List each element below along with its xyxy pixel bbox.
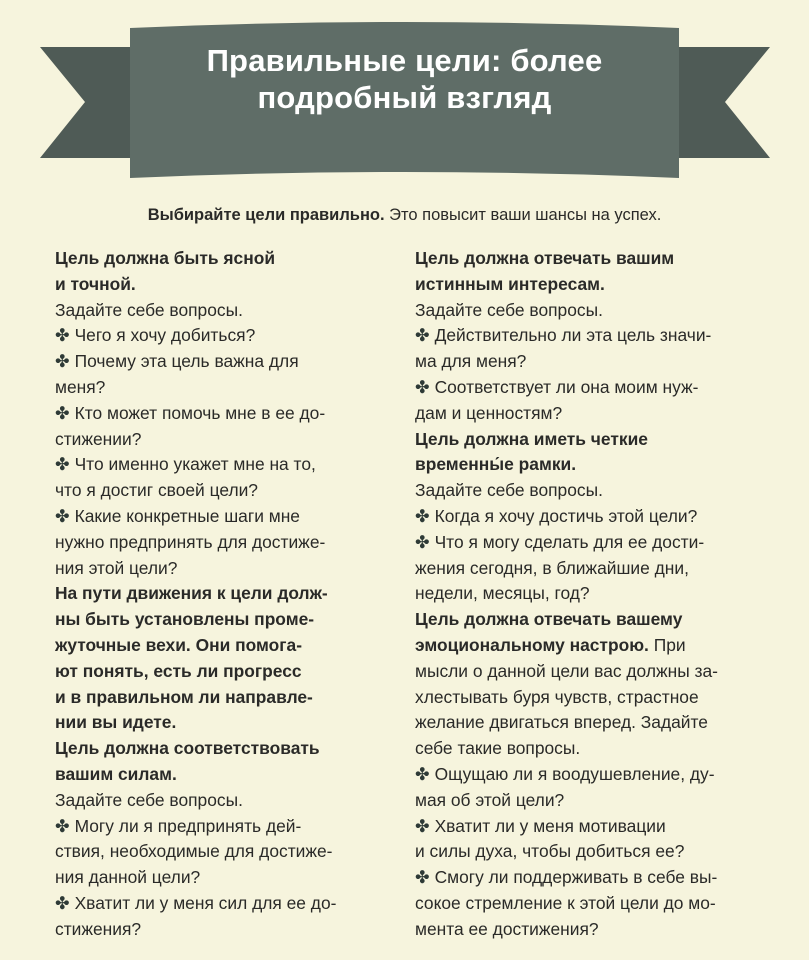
line-text: себе такие вопросы. <box>415 738 581 759</box>
line-text: Какие конкретные шаги мне <box>74 505 300 526</box>
line-text: желание двигаться вперед. Задайте <box>415 712 708 733</box>
bullet-item <box>55 452 400 478</box>
bullet-item <box>55 323 400 349</box>
intro-bold: Выбирайте цели правильно. <box>147 206 385 224</box>
clover-bullet-icon: ✤ <box>415 505 430 526</box>
line-text: ма для меня? <box>415 351 527 372</box>
right-column <box>415 246 760 943</box>
line-text: мысли о данной цели вас должны за- <box>415 660 718 681</box>
bullet-item <box>415 762 760 788</box>
line-text: ют понять, есть ли прогресс <box>55 660 302 681</box>
line-text: Цель должна соответствовать <box>55 738 320 759</box>
line-text: недели, месяцы, год? <box>415 583 590 604</box>
line-text: что я достиг своей цели? <box>55 480 258 501</box>
line-text: Чего я хочу добиться? <box>74 325 256 346</box>
clover-bullet-icon: ✤ <box>55 325 70 346</box>
line-text: Цель должна иметь четкие <box>415 428 648 449</box>
section-heading-line <box>55 685 400 711</box>
text-line <box>415 581 760 607</box>
title-line-2: подробный взгляд <box>257 80 552 115</box>
line-text: стижения? <box>55 918 142 939</box>
section-heading-line <box>415 272 760 298</box>
line-text: меня? <box>55 376 106 397</box>
clover-bullet-icon: ✤ <box>55 402 70 423</box>
clover-bullet-icon: ✤ <box>415 325 430 346</box>
clover-bullet-icon: ✤ <box>415 867 430 888</box>
bullet-item <box>415 814 760 840</box>
text-line <box>415 891 760 917</box>
text-line <box>55 917 400 943</box>
line-text: Почему эта цель важна для <box>74 351 299 372</box>
line-text: Цель должна отвечать вашему <box>415 609 683 630</box>
intro-text <box>40 203 769 227</box>
line-text: При <box>648 634 686 655</box>
line-text: Действительно ли эта цель значи- <box>434 325 712 346</box>
section-heading-line <box>415 452 760 478</box>
clover-bullet-icon: ✤ <box>415 531 430 552</box>
text-line <box>415 349 760 375</box>
line-text: хлестывать буря чувств, страстное <box>415 686 699 707</box>
text-line <box>415 478 760 504</box>
line-text: ния данной цели? <box>55 867 201 888</box>
line-text: нии вы идете. <box>55 712 177 733</box>
section-heading-line <box>55 736 400 762</box>
section-heading-line <box>415 427 760 453</box>
section-heading-line <box>415 607 760 633</box>
text-line <box>415 710 760 736</box>
line-text: жения сегодня, в ближайшие дни, <box>415 557 689 578</box>
line-text: Задайте себе вопросы. <box>55 299 243 320</box>
line-text: и в правильном ли направле- <box>55 686 313 707</box>
line-text: Задайте себе вопросы. <box>415 480 603 501</box>
text-line <box>415 659 760 685</box>
clover-bullet-icon: ✤ <box>415 376 430 397</box>
section-heading-line <box>55 659 400 685</box>
bullet-item <box>55 349 400 375</box>
line-text: и точной. <box>55 273 136 294</box>
line-text: Хватит ли у меня мотивации <box>434 815 666 836</box>
bullet-item <box>55 814 400 840</box>
text-line <box>415 298 760 324</box>
bullet-item <box>415 865 760 891</box>
line-text: истинным интересам. <box>415 273 605 294</box>
line-text: Цель должна отвечать вашим <box>415 248 675 268</box>
line-text: дам и ценностям? <box>415 402 563 423</box>
line-text: Что я могу сделать для ее дости- <box>434 531 705 552</box>
text-line <box>55 865 400 891</box>
clover-bullet-icon: ✤ <box>55 815 70 836</box>
clover-bullet-icon: ✤ <box>55 454 70 475</box>
line-text: жуточные вехи. Они помога- <box>55 634 302 655</box>
bullet-item <box>55 891 400 917</box>
section-heading-line <box>55 246 400 272</box>
clover-bullet-icon: ✤ <box>415 815 430 836</box>
text-line <box>55 298 400 324</box>
section-heading-line <box>55 762 400 788</box>
line-text: вашим силам. <box>55 763 177 784</box>
clover-bullet-icon: ✤ <box>415 763 430 784</box>
line-text: временны́е рамки. <box>415 454 577 475</box>
line-text: Соответствует ли она моим нуж- <box>434 376 699 397</box>
bullet-item <box>415 504 760 530</box>
line-text: мая об этой цели? <box>415 789 565 810</box>
line-text: Кто может помочь мне в ее до- <box>74 402 326 423</box>
line-text: Задайте себе вопросы. <box>55 789 243 810</box>
section-heading-line <box>55 607 400 633</box>
line-text: стижении? <box>55 428 142 449</box>
bullet-item <box>415 323 760 349</box>
line-text: Задайте себе вопросы. <box>415 299 603 320</box>
line-text: Что именно укажет мне на то, <box>74 454 316 475</box>
line-text: нужно предпринять для достиже- <box>55 531 326 552</box>
text-line <box>55 478 400 504</box>
line-text: и силы духа, чтобы добиться ее? <box>415 841 685 862</box>
line-text: Могу ли я предпринять дей- <box>74 815 302 836</box>
line-text: Хватит ли у меня сил для ее до- <box>74 892 337 913</box>
text-line <box>55 427 400 453</box>
text-line <box>415 917 760 943</box>
line-text: ны быть установлены проме- <box>55 609 315 630</box>
intro-rest: Это повысит ваши шансы на успех. <box>384 206 662 224</box>
text-line <box>415 401 760 427</box>
text-line <box>415 685 760 711</box>
bullet-item <box>415 375 760 401</box>
line-text: сокое стремление к этой цели до мо- <box>415 892 716 913</box>
text-line <box>55 375 400 401</box>
section-heading-line <box>415 246 760 272</box>
text-line <box>415 736 760 762</box>
line-text: мента ее достижения? <box>415 918 599 939</box>
line-text: ния этой цели? <box>55 557 178 578</box>
clover-bullet-icon: ✤ <box>55 892 70 913</box>
inline-bold: эмоциональному настрою. <box>415 634 649 655</box>
line-text: ствия, необходимые для достиже- <box>55 841 333 862</box>
clover-bullet-icon: ✤ <box>55 351 70 372</box>
bullet-item <box>55 504 400 530</box>
line-text: Ощущаю ли я воодушевление, ду- <box>434 763 715 784</box>
section-heading-line <box>55 581 400 607</box>
section-heading-line <box>55 633 400 659</box>
text-line <box>415 788 760 814</box>
page-title <box>130 42 679 116</box>
line-text: Смогу ли поддерживать в себе вы- <box>434 867 718 888</box>
text-line <box>415 839 760 865</box>
text-line <box>55 556 400 582</box>
text-line <box>55 788 400 814</box>
text-line <box>55 839 400 865</box>
line-text: На пути движения к цели долж- <box>55 583 328 604</box>
bullet-item <box>55 401 400 427</box>
section-heading-line <box>55 272 400 298</box>
clover-bullet-icon: ✤ <box>55 505 70 526</box>
bullet-item <box>415 530 760 556</box>
text-line <box>55 530 400 556</box>
line-text: Цель должна быть ясной <box>55 248 276 268</box>
line-text: Когда я хочу достичь этой цели? <box>434 505 698 526</box>
left-column <box>55 246 400 943</box>
title-banner <box>0 0 809 200</box>
section-heading-line <box>55 710 400 736</box>
text-line <box>415 633 760 659</box>
title-line-1: Правильные цели: более <box>206 43 603 78</box>
text-line <box>415 556 760 582</box>
